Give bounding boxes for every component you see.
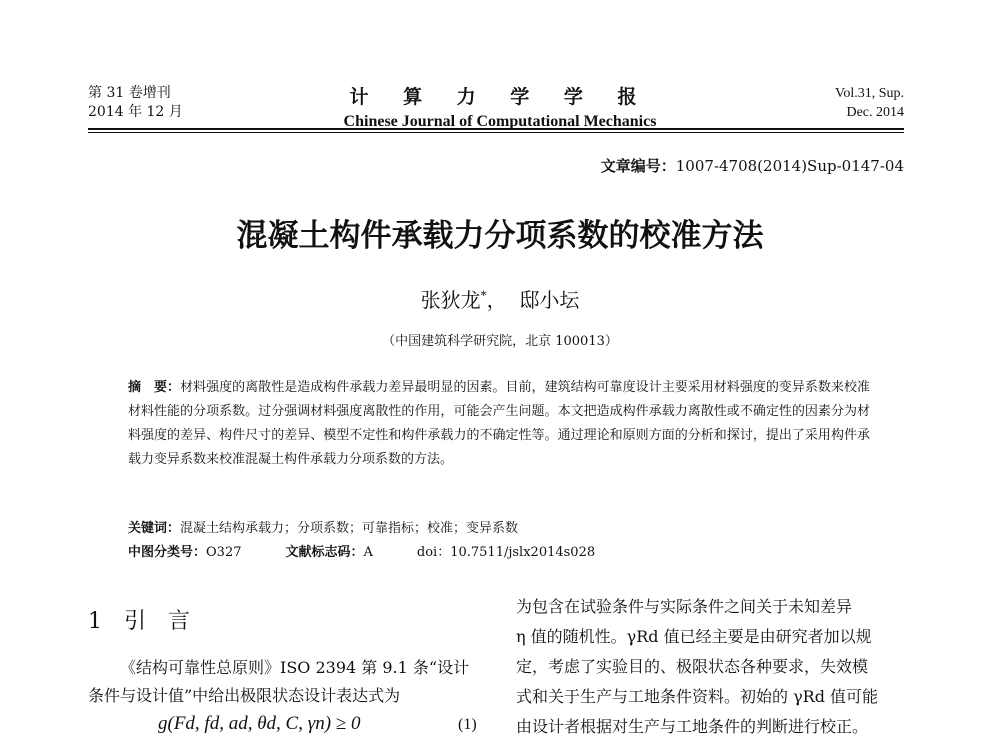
right-column-text [516, 592, 912, 742]
date-en: Dec. 2014 [846, 105, 904, 120]
journal-title-cn: 计 算 力 学 学 报 [349, 86, 651, 108]
intro-line-2: 条件与设计值”中给出极限状态设计表达式为 [88, 686, 401, 705]
clc-label: 中图分类号： [128, 545, 207, 560]
journal-volume-en [835, 84, 904, 122]
author-separator: ， [486, 288, 507, 312]
header-rule-thick [88, 128, 904, 130]
right-line: 为包含在试验条件与实际条件之间关于未知差异 [516, 597, 853, 616]
article-number-label: 文章编号： [600, 157, 676, 175]
affiliation: （中国建筑科学研究院，北京 100013） [382, 334, 618, 349]
author-list [0, 284, 1000, 313]
classification-row [128, 542, 595, 564]
paper-title: 混凝土构件承载力分项系数的校准方法 [236, 218, 764, 254]
corresponding-mark: * [480, 288, 487, 303]
keywords-text: 混凝土结构承载力；分项系数；可靠指标；校准；变异系数 [180, 521, 519, 536]
clc-value: O327 [206, 545, 242, 560]
date-cn: 2014 年 12 月 [88, 104, 183, 120]
author-2: 邸小坛 [519, 288, 580, 312]
section-title: 引 言 [124, 609, 191, 634]
abstract [128, 376, 870, 472]
volume-en: Vol.31, Sup. [835, 86, 904, 101]
right-line: 定，考虑了实验目的、极限状态各种要求，失效模 [516, 657, 869, 676]
keywords-label: 关键词： [128, 521, 181, 536]
abstract-label: 摘 要： [128, 380, 181, 395]
right-line: 式和关于生产与工地条件资料。初始的 γRd 值可能 [516, 687, 879, 706]
abstract-text: 材料强度的离散性是造成构件承载力差异最明显的因素。目前，建筑结构可靠度设计主要采用材料强度的变异系数来校准材料性能的分项系数。过分强调材料强度离散性的作用，可能会产生问题。本文把造成构件承载力离散性或不确定性的因素分为材料强度的差异、构件尺寸的差异、模型不定性和构件承载力的不确定性等。通过理论和原则方面的分析和探讨，提出了采用构件承载力变异系数来校准混凝土构件承载力分项系数的方法。 [128, 380, 870, 467]
equation-1: g(Fd, fd, ad, θd, C, γn) ≥ 0 [158, 713, 361, 734]
section-number: 1 [88, 609, 102, 634]
journal-title-en: Chinese Journal of Computational Mechanics [343, 113, 657, 130]
intro-paragraph [88, 654, 480, 710]
equation-number: (1) [458, 716, 477, 733]
doi-value: 10.7511/jslx2014s028 [450, 545, 596, 560]
right-line: η 值的随机性。γRd 值已经主要是由研究者加以规 [516, 627, 872, 646]
doc-code-label: 文献标志码： [285, 545, 364, 560]
header-rule-thin [88, 132, 904, 133]
keywords [128, 518, 518, 540]
right-line: 由设计者根据对生产与工地条件的判断进行校正。 [516, 717, 869, 736]
author-1: 张狄龙 [420, 288, 481, 312]
article-number-value: 1007-4708(2014)Sup-0147-04 [675, 157, 904, 175]
doc-code-value: A [363, 545, 373, 560]
volume-cn: 第 31 卷增刊 [88, 85, 171, 101]
intro-line-1: 《结构可靠性总原则》ISO 2394 第 9.1 条“设计 [120, 658, 470, 677]
doi-label: doi： [416, 545, 451, 560]
article-number [601, 155, 904, 176]
section-heading [88, 604, 190, 635]
